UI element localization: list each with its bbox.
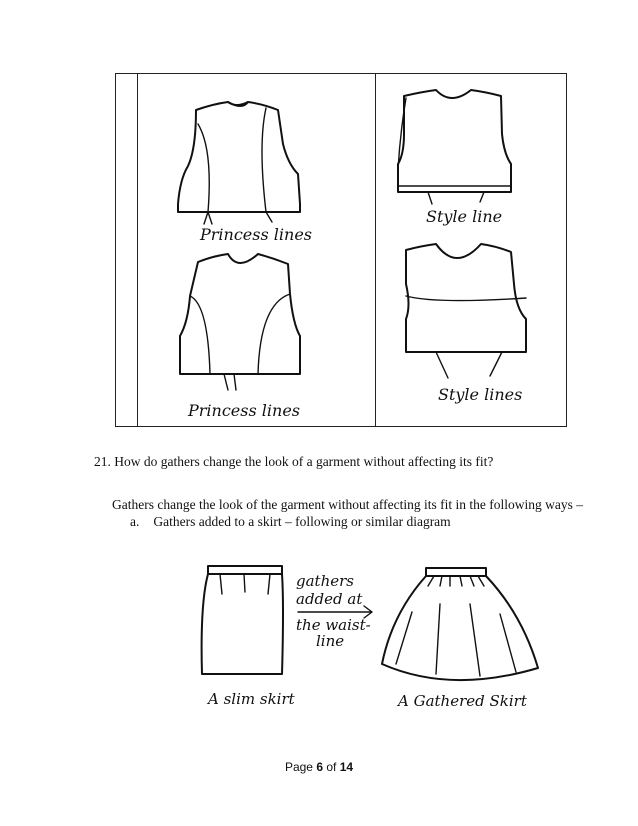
illustration-table — [115, 73, 567, 427]
note-gathers: gathers — [296, 572, 354, 590]
skirt-diagram — [150, 524, 600, 724]
style-lines-illustration — [376, 74, 566, 426]
bodice-top-right — [398, 90, 511, 204]
slim-skirt-drawing — [202, 566, 283, 674]
answer-item-text: Gathers added to a skirt – following or similar diagram — [153, 514, 451, 529]
princess-lines-illustration — [138, 74, 374, 426]
label-princess-lines-bottom: Princess lines — [188, 401, 300, 420]
bodice-top-left — [178, 102, 300, 224]
label-princess-lines-top: Princess lines — [200, 225, 312, 244]
bodice-bottom-right — [406, 244, 526, 378]
gathered-skirt-drawing — [382, 568, 538, 680]
note-the-waist: the waist- — [296, 616, 371, 634]
question-number: 21. — [94, 454, 111, 469]
footer-total-pages: 14 — [339, 760, 354, 774]
question-21 — [94, 454, 493, 470]
answer-item-label: a. — [130, 514, 140, 529]
page-footer — [0, 760, 638, 774]
footer-mid: of — [323, 760, 340, 774]
note-line: line — [316, 632, 345, 650]
question-text: How do gathers change the look of a garment without affecting its fit? — [114, 454, 494, 469]
answer-intro: Gathers change the look of the garment without affecting its fit in the following ways – — [112, 497, 584, 512]
label-style-lines: Style lines — [438, 385, 523, 404]
footer-prefix: Page — [284, 760, 317, 774]
label-gathered-skirt: A Gathered Skirt — [398, 692, 527, 710]
note-added-at: added at — [296, 590, 363, 608]
bodice-bottom-left — [180, 254, 300, 390]
label-style-line: Style line — [426, 207, 503, 226]
label-slim-skirt: A slim skirt — [208, 690, 295, 708]
footer-current-page: 6 — [316, 760, 323, 774]
